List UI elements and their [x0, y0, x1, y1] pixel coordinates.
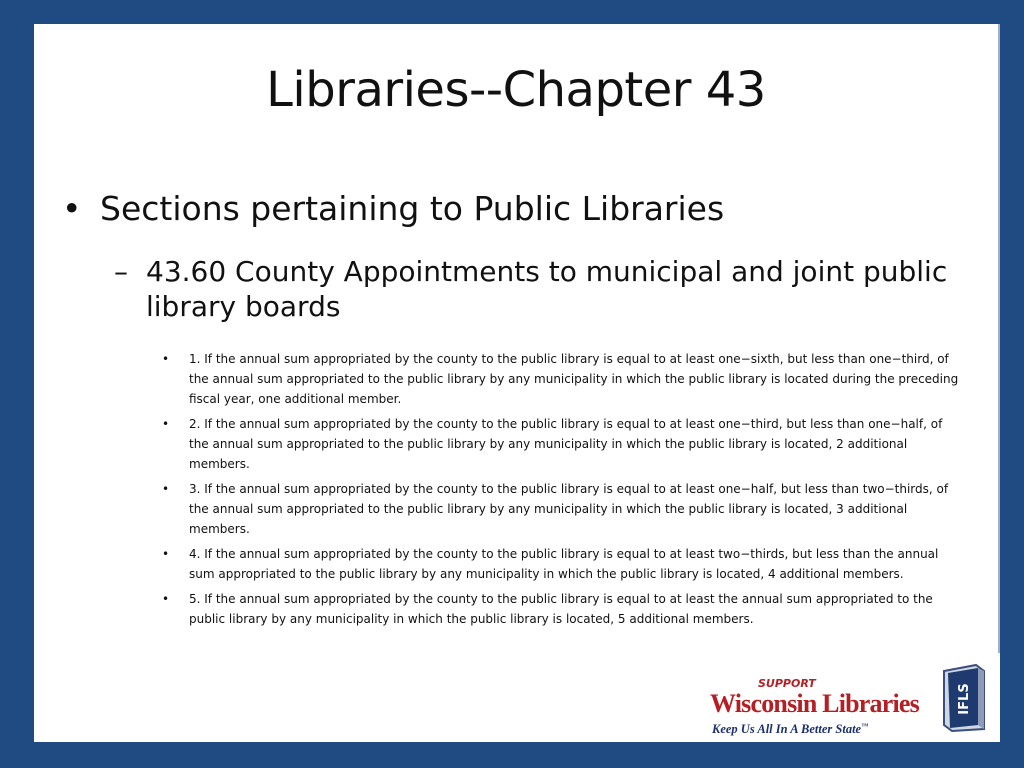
logo-trademark: ™: [861, 722, 869, 730]
ifls-badge-text: IFLS: [957, 683, 972, 715]
bullet-dot: •: [162, 417, 170, 431]
sub-bullet-text: 2. If the annual sum appropriated by the county to the public library is equal to at least one−third, but less than one−half, of the annual sum appropriated to the public library by any municipality in which the public library is located, 2 additional members.: [189, 417, 943, 471]
bullet-dash: –: [114, 255, 128, 288]
bullet-dot: •: [62, 189, 82, 228]
logo-tagline: [712, 722, 868, 737]
slide-title: Libraries--Chapter 43: [266, 62, 766, 118]
bullet-dot: •: [162, 547, 170, 561]
logo-tagline-text: Keep Us All In A Better State: [712, 722, 862, 737]
sub-bullet-item: [158, 479, 964, 539]
sub-bullet-item: [158, 414, 964, 474]
sub-bullet-item: [158, 349, 964, 409]
sub-bullet-text: 5. If the annual sum appropriated by the county to the public library is equal to at least the annual sum appropriated to the public library by any municipality in which the public library is located, 5 additional members.: [189, 592, 933, 626]
bullet-level-2-text: 43.60 County Appointments to municipal and joint public library boards: [146, 255, 948, 323]
logo-wisconsin-libraries-text: Wisconsin Libraries: [710, 689, 919, 718]
sub-bullet-text: 1. If the annual sum appropriated by the county to the public library is equal to at least one−sixth, but less than one−third, of the annual sum appropriated to the public library by any municipality in which the public library is located during the preceding fiscal year, one additional member.: [189, 352, 959, 406]
support-wisconsin-libraries-logo: [704, 653, 1000, 742]
bullet-level-1-text: Sections pertaining to Public Libraries: [100, 189, 725, 228]
slide-content-area: [34, 24, 1000, 742]
sub-bullet-item: [158, 544, 964, 584]
sub-bullet-item: [158, 589, 964, 629]
sub-bullet-text: 4. If the annual sum appropriated by the county to the public library is equal to at least two−thirds, but less than the annual sum appropriated to the public library by any municipality in which the public library is located, 4 additional members.: [189, 547, 939, 581]
logo-support-text: SUPPORT: [758, 677, 816, 690]
bullet-dot: •: [162, 352, 170, 366]
bullet-dot: •: [162, 482, 170, 496]
ifls-book-icon: [938, 663, 990, 733]
sub-bullet-text: 3. If the annual sum appropriated by the county to the public library is equal to at least one−half, but less than two−thirds, of the annual sum appropriated to the public library by any municipality in which the public library is located, 3 additional members.: [189, 482, 949, 536]
sub-bullet-list: [158, 349, 964, 634]
bullet-level-2: [114, 254, 984, 324]
bullet-dot: •: [162, 592, 170, 606]
bullet-level-1: [62, 189, 724, 228]
